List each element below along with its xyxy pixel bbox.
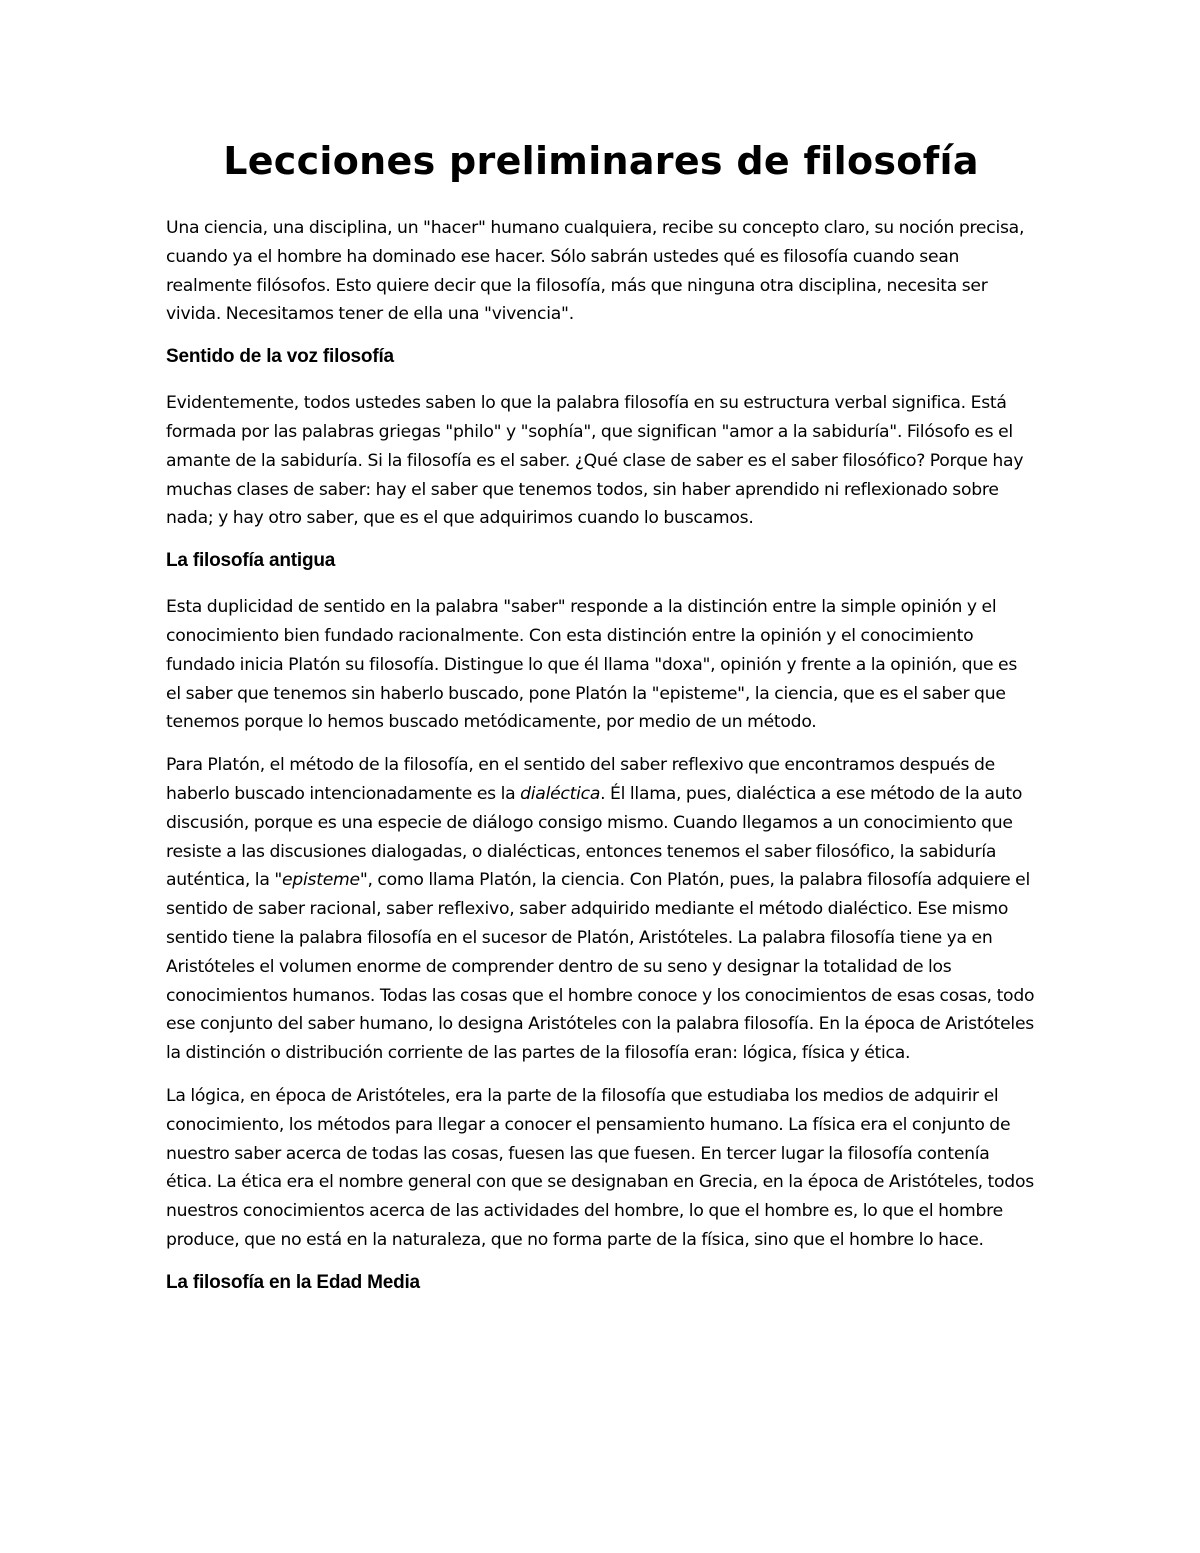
document-page	[166, 130, 1036, 1315]
paragraph-antigua-2-part3: ", como llama Platón, la ciencia. Con Platón, pues, la palabra filosofía adquiere el sentido de saber racional, saber reflexivo, saber adquirido mediante el método dialéctico. Ese mismo sentido tiene la palabra filosofía en el sucesor de Platón, Aristóteles. La palabra filosofía tiene ya en Aristóteles el volumen enorme de comprender dentro de su seno y designar la totalidad de los conocimientos humanos. Todas las cosas que el hombre conoce y los conocimientos de esas cosas, todo ese conjunto del saber humano, lo designa Aristóteles con la palabra filosofía. En la época de Aristóteles la distinción o distribución corriente de las partes de la filosofía eran: lógica, física y ética.	[166, 870, 1035, 1064]
heading-edad-media: La filosofía en la Edad Media	[166, 1271, 420, 1293]
italic-dialectica: dialéctica	[520, 783, 601, 804]
paragraph-intro: Una ciencia, una disciplina, un "hacer" humano cualquiera, recibe su concepto claro, su noción precisa, cuando ya el hombre ha dominado ese hacer. Sólo sabrán ustedes qué es filosofía cuando sean realmente filósofos. Esto quiere decir que la filosofía, más que ninguna otra disciplina, necesita ser vivida. Necesitamos tener de ella una "vivencia".	[166, 218, 1025, 325]
document-title: Lecciones preliminares de filosofía	[223, 139, 979, 183]
heading-sentido: Sentido de la voz filosofía	[166, 346, 394, 368]
paragraph-antigua-1: Esta duplicidad de sentido en la palabra "saber" responde a la distinción entre la simple opinión y el conocimiento bien fundado racionalmente. Con esta distinción entre la opinión y el conocimiento fundado inicia Platón su filosofía. Distingue lo que él llama "doxa", opinión y frente a la opinión, que es el saber que tenemos sin haberlo buscado, pone Platón la "episteme", la ciencia, que es el saber que tenemos porque lo hemos buscado metódicamente, por medio de un método.	[166, 597, 1018, 733]
heading-antigua: La filosofía antigua	[166, 550, 336, 572]
paragraph-antigua-2-part1: Para Platón, el método de la filosofía, en el sentido del saber reflexivo que encontramos después de haberlo buscado intencionadamente es la	[166, 755, 995, 804]
paragraph-sentido: Evidentemente, todos ustedes saben lo que la palabra filosofía en su estructura verbal significa. Está formada por las palabras griegas "philo" y "sophía", que significan "amor a la sabiduría". Filósofo es el amante de la sabiduría. Si la filosofía es el saber. ¿Qué clase de saber es el saber filosófico? Porque hay muchas clases de saber: hay el saber que tenemos todos, sin haber aprendido ni reflexionado sobre nada; y hay otro saber, que es el que adquirimos cuando lo buscamos.	[166, 393, 1024, 529]
paragraph-antigua-2	[166, 751, 1036, 1068]
paragraph-antigua-2-part2: . Él llama, pues, dialéctica a ese método de la auto discusión, porque es una especie de diálogo consigo mismo. Cuando llegamos a un conocimiento que resiste a las discusiones dialogadas, o dialécticas, entonces tenemos el saber filosófico, la sabiduría auténtica, la "	[166, 783, 1023, 891]
italic-episteme: episteme	[281, 870, 360, 891]
paragraph-antigua-3: La lógica, en época de Aristóteles, era la parte de la filosofía que estudiaba los medios de adquirir el conocimiento, los métodos para llegar a conocer el pensamiento humano. La física era el conjunto de nuestro saber acerca de todas las cosas, fuesen las que fuesen. En tercer lugar la filosofía contenía ética. La ética era el nombre general con que se designaban en Grecia, en la época de Aristóteles, todos nuestros conocimientos acerca de las actividades del hombre, lo que el hombre es, lo que el hombre produce, que no está en la naturaleza, que no forma parte de la física, sino que el hombre lo hace.	[166, 1085, 1034, 1250]
